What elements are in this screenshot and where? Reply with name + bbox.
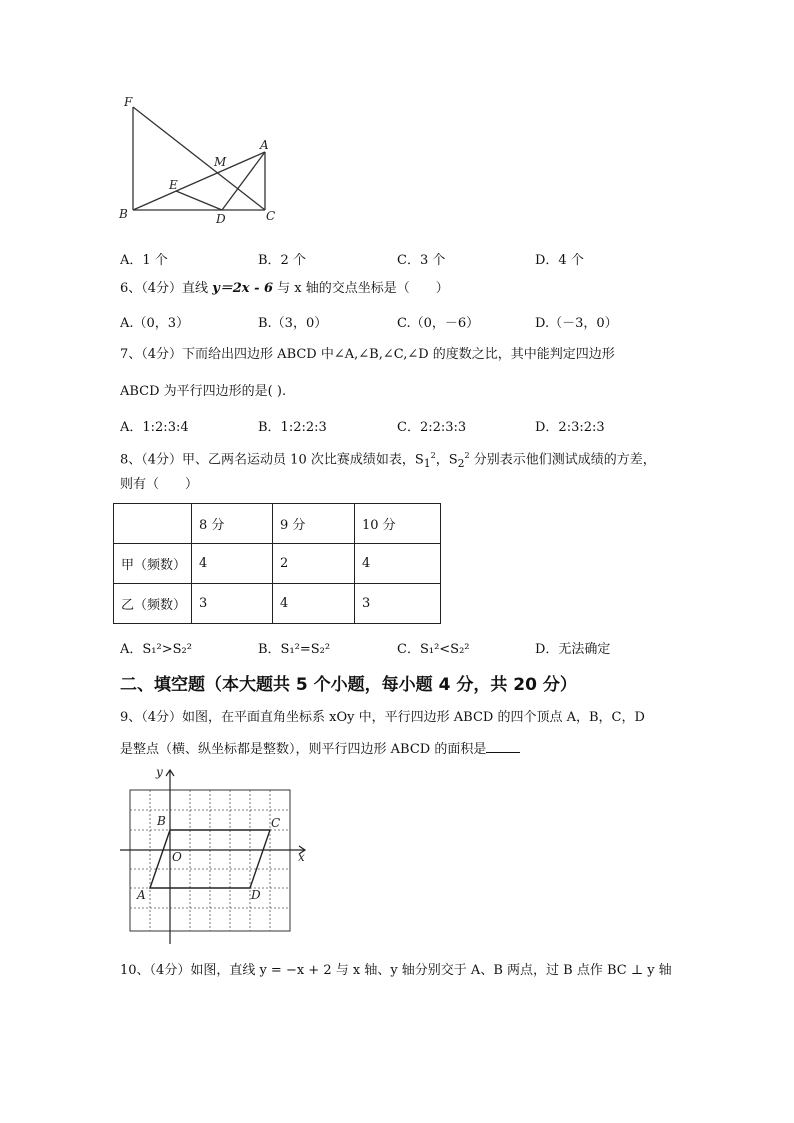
geometry-figure	[110, 92, 290, 227]
q10-stem: 10、（4分）如图，直线 y = −x + 2 与 x 轴、y 轴分别交于 A、B 两点，过 B 点作 BC ⊥ y 轴	[120, 963, 672, 978]
label-A: A	[137, 888, 146, 902]
q5-option-d[interactable]: D．4 个	[535, 253, 584, 268]
label-C: C	[266, 209, 276, 223]
table-row	[114, 584, 441, 624]
label-B: B	[157, 814, 166, 828]
q9-line2-text: 是整点（横、纵坐标都是整数），则平行四边形 ABCD 的面积是	[120, 742, 487, 757]
label-F: F	[124, 95, 133, 109]
table-row	[114, 544, 441, 584]
q6-tail: 与 x 轴的交点坐标是（ ）	[277, 281, 449, 296]
coordinate-grid-figure	[120, 764, 310, 946]
table-cell: 4	[273, 584, 355, 624]
label-y: y	[156, 765, 163, 779]
segment-BA	[133, 152, 265, 210]
q8-stem-line1: 8、（4分）甲、乙两名运动员 10 次比赛成绩如表，$S_1^2$，$S_2^2$ 分别表示他们测试成绩的方差，	[120, 451, 656, 470]
label-E: E	[169, 178, 178, 192]
q5-option-b[interactable]: B．2 个	[258, 253, 306, 268]
q7-option-a[interactable]: A．1:2:3:4	[120, 420, 189, 435]
table-cell: 乙（频数）	[114, 584, 192, 624]
score-table	[113, 503, 441, 624]
table-cell: 2	[273, 544, 355, 584]
q8-text-a: 8、（4分）甲、乙两名运动员 10 次比赛成绩如表，S	[120, 452, 424, 468]
table-header-cell	[114, 504, 192, 544]
answer-blank[interactable]	[486, 740, 520, 753]
grid-lines	[130, 790, 290, 931]
table-cell: 3	[355, 584, 441, 624]
q6-option-d[interactable]: D.（－3，0）	[535, 316, 618, 331]
q8-option-a[interactable]: A．S₁²>S₂²	[120, 642, 192, 657]
q6-equation: y＝2x - 6	[212, 281, 274, 296]
label-A: A	[260, 138, 269, 152]
table-cell: 3	[192, 584, 273, 624]
q8-text-c: 分别表示他们测试成绩的方差，	[473, 452, 656, 468]
table-header-cell: 10 分	[355, 504, 441, 544]
q7-stem-line1: 7、（4分）下而给出四边形 ABCD 中∠A,∠B,∠C,∠D 的度数之比，其中能判定四边形	[120, 347, 615, 362]
section-heading: 二、填空题（本大题共 5 个小题，每小题 4 分，共 20 分）	[120, 675, 577, 695]
label-M: M	[214, 155, 227, 169]
q9-stem-line2	[120, 740, 520, 759]
table-cell: 4	[355, 544, 441, 584]
q8-option-c[interactable]: C．S₁²<S₂²	[397, 642, 470, 657]
label-D: D	[251, 888, 261, 902]
q7-option-d[interactable]: D．2:3:2:3	[535, 420, 605, 435]
q6-number: 6、（4分）直线	[120, 281, 209, 296]
q8-option-d[interactable]: D．无法确定	[535, 642, 611, 657]
q9-stem-line1: 9、（4分）如图，在平面直角坐标系 xOy 中，平行四边形 ABCD 的四个顶点 A，B，C，D	[120, 710, 645, 725]
label-O: O	[172, 850, 182, 864]
segment-ED	[176, 191, 222, 210]
q7-stem-line2: ABCD 为平行四边形的是( ).	[120, 384, 287, 399]
label-D: D	[216, 212, 226, 226]
table-header-cell: 8 分	[192, 504, 273, 544]
q6-option-c[interactable]: C.（0，－6）	[397, 316, 480, 331]
table-cell: 4	[192, 544, 273, 584]
q8-text-b: ，S	[435, 452, 458, 468]
q8-option-b[interactable]: B．S₁²=S₂²	[258, 642, 331, 657]
q5-option-a[interactable]: A．1 个	[120, 253, 168, 268]
q5-option-c[interactable]: C．3 个	[397, 253, 446, 268]
q7-option-b[interactable]: B．1:2:2:3	[258, 420, 327, 435]
q6-option-a[interactable]: A.（0，3）	[120, 316, 190, 331]
q6-stem	[120, 280, 449, 298]
q7-option-c[interactable]: C．2:2:3:3	[397, 420, 467, 435]
table-cell: 甲（频数）	[114, 544, 192, 584]
segment-FC	[133, 107, 265, 210]
q6-option-b[interactable]: B.（3，0）	[258, 316, 328, 331]
label-x: x	[298, 850, 305, 864]
table-header-row	[114, 504, 441, 544]
table-header-cell: 9 分	[273, 504, 355, 544]
label-B: B	[119, 207, 128, 221]
q8-stem-line2: 则有（ ）	[120, 477, 199, 492]
label-C: C	[271, 816, 281, 830]
